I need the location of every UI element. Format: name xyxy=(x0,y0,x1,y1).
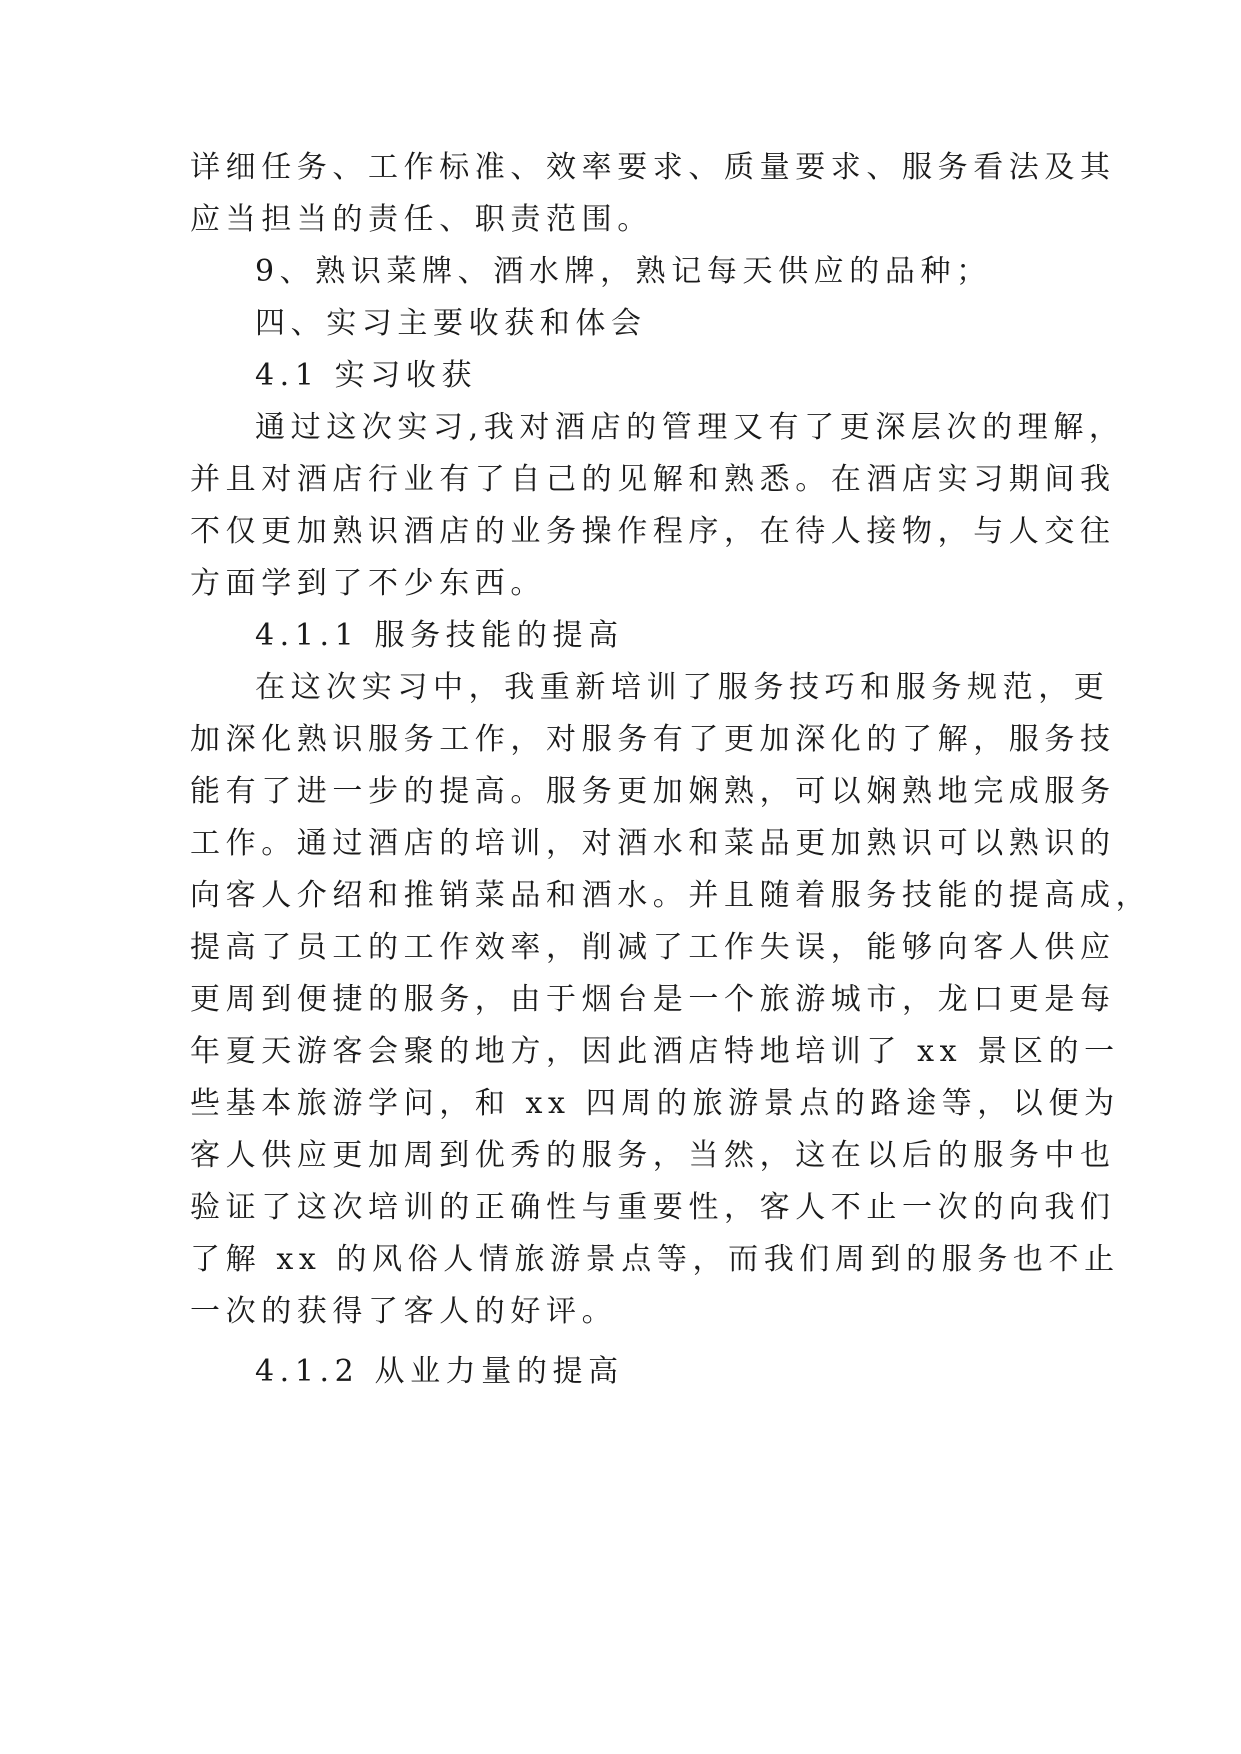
body-text-line: 并且对酒店行业有了自己的见解和熟悉。在酒店实习期间我 xyxy=(190,462,1116,497)
subsection-heading: 4.1.1 服务技能的提高 xyxy=(255,618,624,653)
section-heading: 四、实习主要收获和体会 xyxy=(255,306,647,341)
body-text-line: 在这次实习中，我重新培训了服务技巧和服务规范，更 xyxy=(255,670,1110,705)
list-item-text: 9、熟识菜牌、酒水牌，熟记每天供应的品种； xyxy=(255,254,992,289)
body-text-line: 更周到便捷的服务，由于烟台是一个旅游城市，龙口更是每 xyxy=(190,982,1116,1017)
body-text-line: 了解 xx 的风俗人情旅游景点等，而我们周到的服务也不止 xyxy=(190,1242,1120,1277)
subsection-heading: 4.1.2 从业力量的提高 xyxy=(255,1354,624,1389)
body-text-line: 应当担当的责任、职责范围。 xyxy=(190,202,653,237)
body-text-line: 通过这次实习,我对酒店的管理又有了更深层次的理解， xyxy=(255,410,1125,445)
body-text-line: 工作。通过酒店的培训，对酒水和菜品更加熟识可以熟识的 xyxy=(190,826,1116,861)
subsection-heading: 4.1 实习收获 xyxy=(255,358,478,393)
body-text-line: 不仅更加熟识酒店的业务操作程序，在待人接物，与人交往 xyxy=(190,514,1116,549)
body-text-line: 详细任务、工作标准、效率要求、质量要求、服务看法及其 xyxy=(190,150,1116,185)
body-text-line: 提高了员工的工作效率，削减了工作失误，能够向客人供应 xyxy=(190,930,1116,965)
body-text-line: 客人供应更加周到优秀的服务，当然，这在以后的服务中也 xyxy=(190,1138,1116,1173)
body-text-line: 些基本旅游学问，和 xx 四周的旅游景点的路途等，以便为 xyxy=(190,1086,1120,1121)
body-text-line: 验证了这次培训的正确性与重要性，客人不止一次的向我们 xyxy=(190,1190,1116,1225)
body-text-line: 向客人介绍和推销菜品和酒水。并且随着服务技能的提高成， xyxy=(190,878,1152,913)
body-text-line: 年夏天游客会聚的地方，因此酒店特地培训了 xx 景区的一 xyxy=(190,1034,1120,1069)
body-text-line: 方面学到了不少东西。 xyxy=(190,566,546,601)
body-text-line: 加深化熟识服务工作，对服务有了更加深化的了解，服务技 xyxy=(190,722,1116,757)
body-text-line: 能有了进一步的提高。服务更加娴熟，可以娴熟地完成服务 xyxy=(190,774,1116,809)
body-text-line: 一次的获得了客人的好评。 xyxy=(190,1294,618,1329)
